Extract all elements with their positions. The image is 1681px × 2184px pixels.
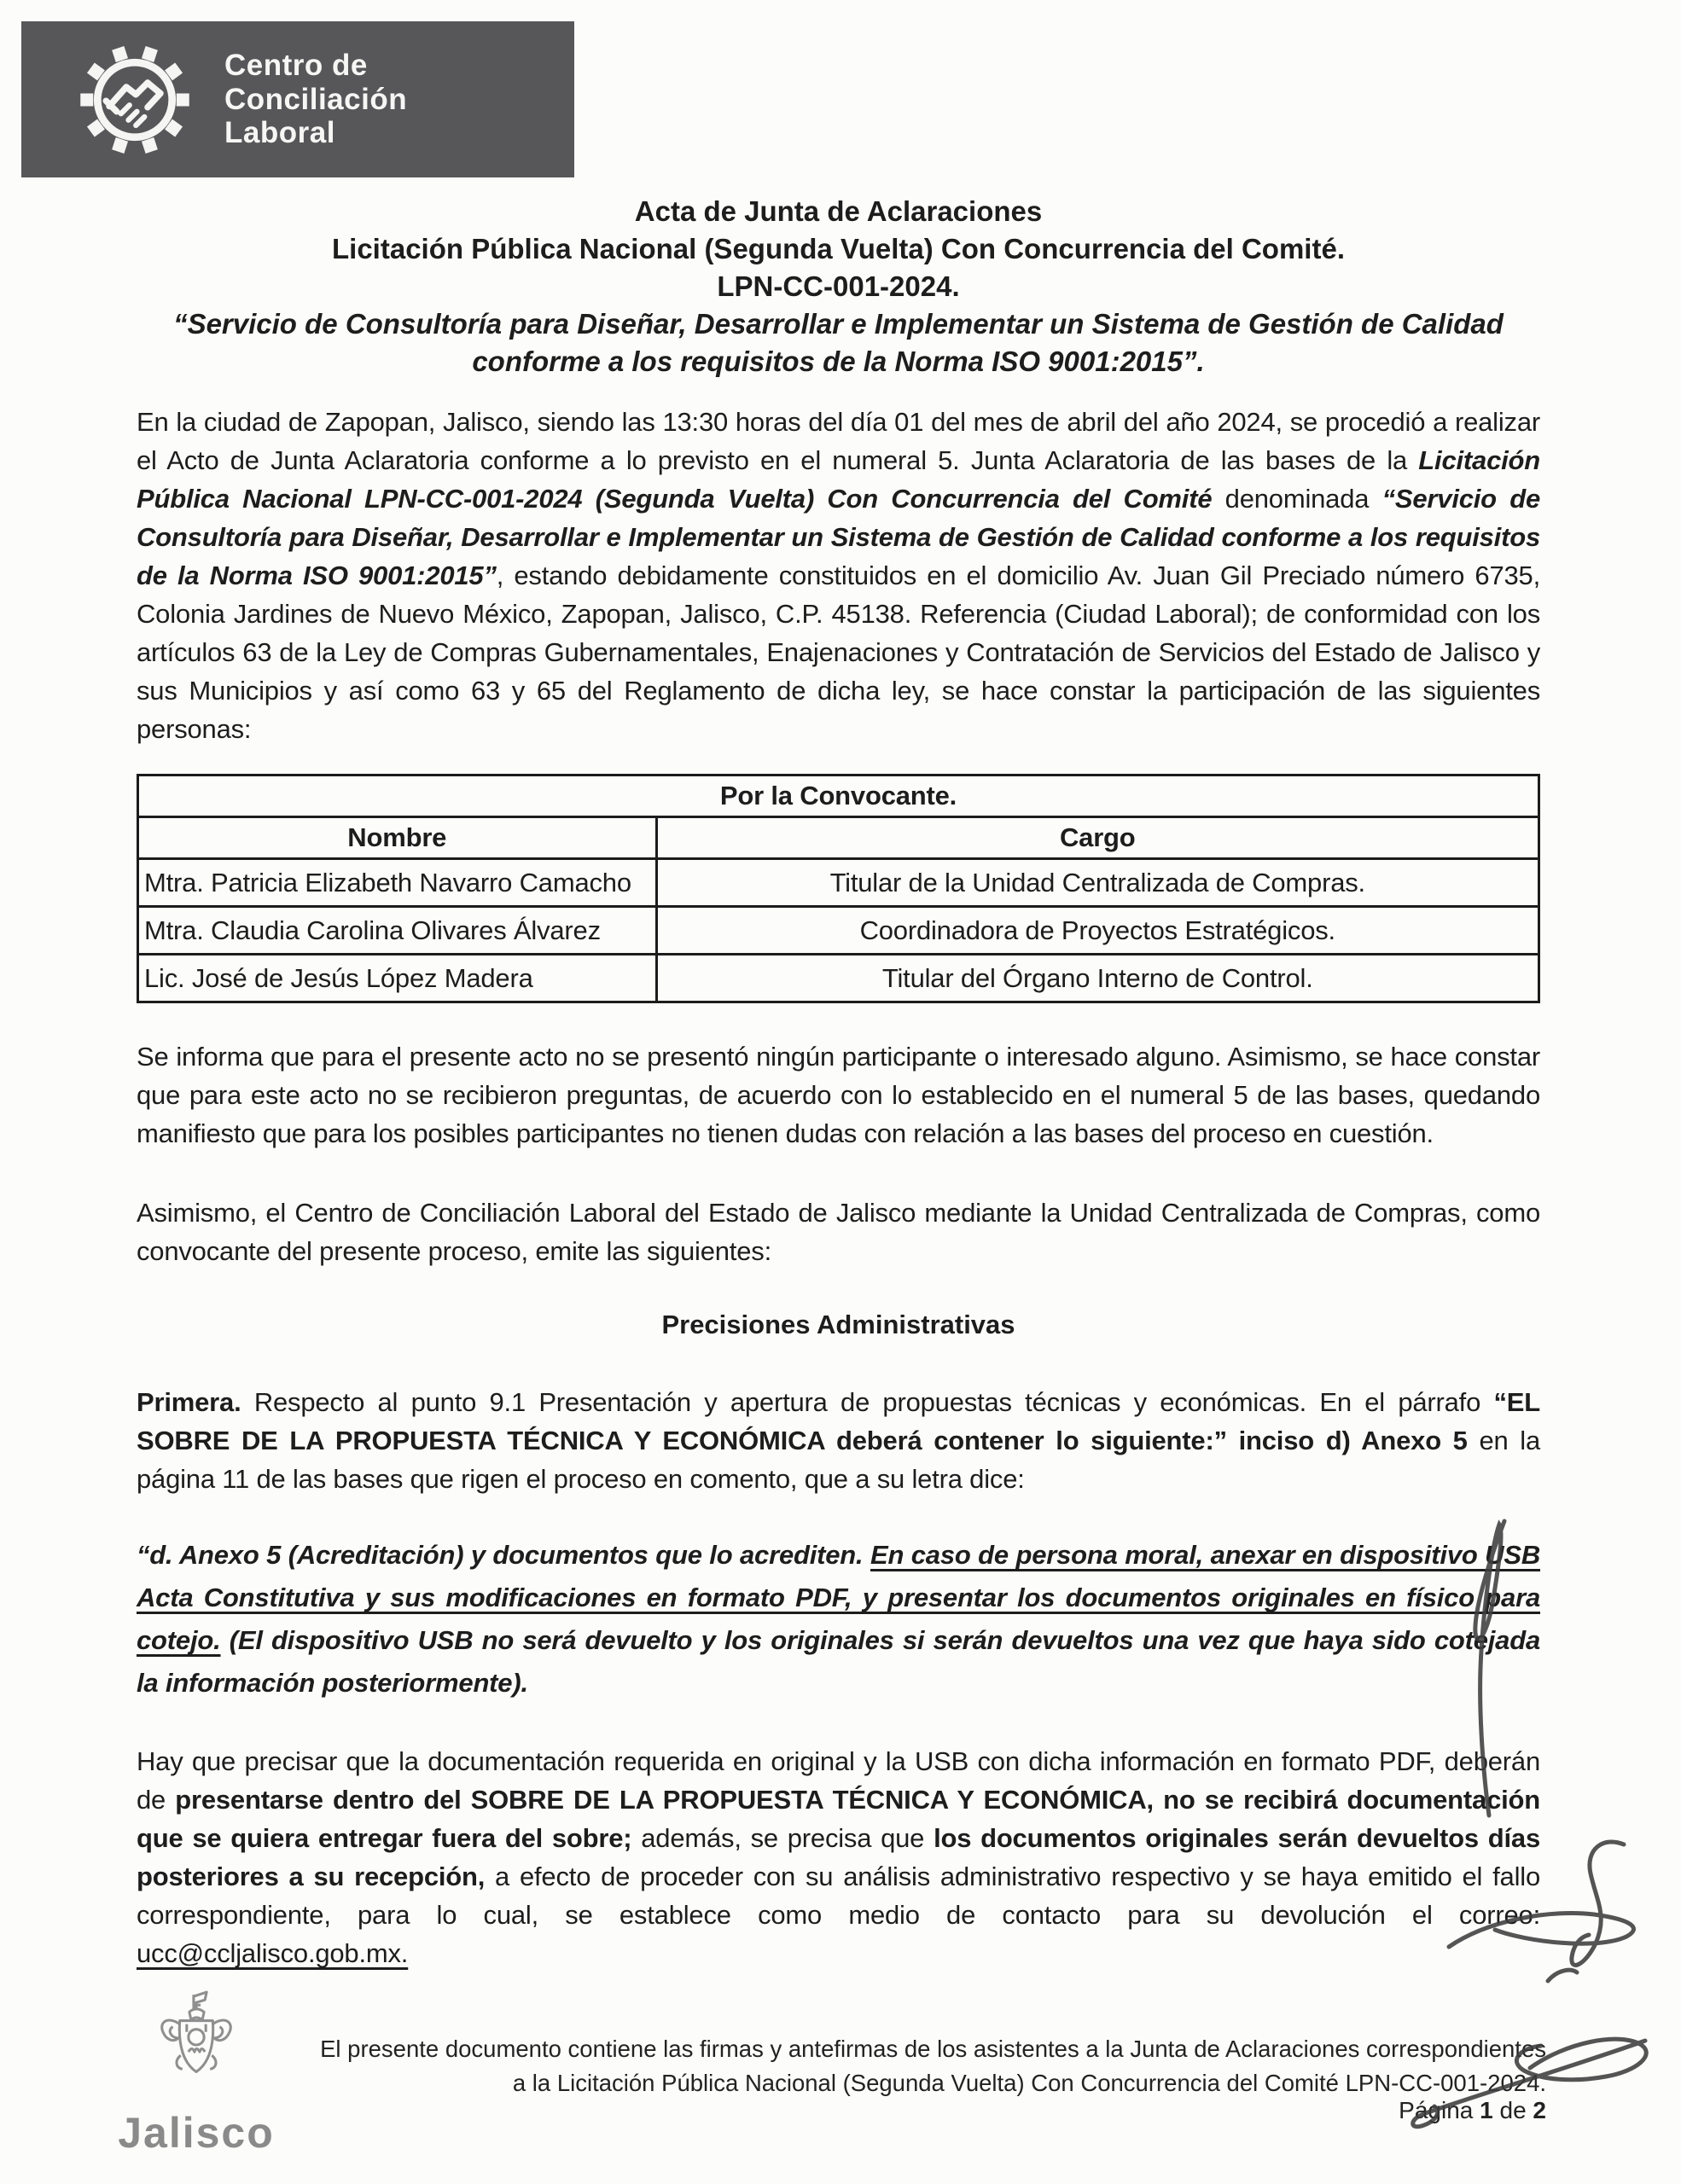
table-row — [138, 907, 1539, 955]
org-name-line: Laboral — [224, 116, 335, 150]
cell-cargo: Titular del Órgano Interno de Control. — [656, 955, 1538, 1002]
signature-rubric-dash — [1548, 1970, 1577, 1981]
cell-nombre: Mtra. Claudia Carolina Olivares Álvarez — [138, 907, 657, 955]
table-caption-row — [138, 775, 1539, 817]
cell-cargo: Titular de la Unidad Centralizada de Compras. — [656, 859, 1538, 907]
footer-note — [266, 2032, 1546, 2100]
cell-nombre: Lic. José de Jesús López Madera — [138, 955, 657, 1002]
title-line-4: “Servicio de Consultoría para Diseñar, Desarrollar e Implementar un Sistema de Gestión de Calidad — [173, 308, 1504, 340]
title-line-5: conforme a los requisitos de la Norma ISO 9001:2015”. — [472, 346, 1205, 377]
title-line-1: Acta de Junta de Aclaraciones — [634, 195, 1043, 227]
paragraph-primera: Primera. Respecto al punto 9.1 Presentación y apertura de propuestas técnicas y económicas. En el párrafo “EL SOBRE DE LA PROPUESTA TÉCNICA Y ECONÓMICA deberá contener lo siguiente:” inciso d) Anexo 5 en la página 11 de las bases que rigen el proceso en comento, que a su letra dice: — [137, 1387, 1541, 1494]
page-number: Página 1 de 2 — [1399, 2097, 1546, 2123]
paragraph-no-participants: Se informa que para el presente acto no se presentó ningún participante o interesado alguno. Asimismo, se hace constar que para este acto no se recibieron preguntas, de acuerdo con lo establecido en el numeral 5 de las bases, quedando manifiesto que para los posibles participantes no tienen dudas con relación a las bases del proceso en cuestión. — [137, 1042, 1540, 1148]
paragraph-precision-detail: Hay que precisar que la documentación requerida en original y la USB con dicha información en formato PDF, deberán de presentarse dentro del SOBRE DE LA PROPUESTA TÉCNICA Y ECONÓMICA, no se recibirá documentación que se quiera entregar fuera del sobre; además, se precisa que los documentos originales serán devueltos días posteriores a su recepción, a efecto de proceder con su análisis administrativo respectivo y se haya emitido el fallo correspondiente, para lo cual, se establece como medio de contacto para su devolución el correo: ucc@ccljalisco.gob.mx. — [137, 1746, 1540, 1968]
jalisco-brand — [102, 1989, 290, 2158]
cell-cargo: Coordinadora de Proyectos Estratégicos. — [656, 907, 1538, 955]
cell-nombre: Mtra. Patricia Elizabeth Navarro Camacho — [138, 859, 657, 907]
section-heading-precisiones: Precisiones Administrativas — [661, 1310, 1015, 1339]
org-name-line: Conciliación — [224, 82, 408, 116]
title-line-2: Licitación Pública Nacional (Segunda Vuelta) Con Concurrencia del Comité. — [332, 233, 1345, 264]
attendees-table — [137, 774, 1540, 1003]
footer-note-line-1: El presente documento contiene las firmas y antefirmas de los asistentes a la Junta de Aclaraciones correspondientes — [320, 2036, 1546, 2062]
title-line-3: LPN-CC-001-2024. — [717, 270, 960, 302]
document-title — [137, 193, 1540, 380]
jalisco-wordmark: Jalisco — [118, 2109, 275, 2157]
paragraph-convocante: Asimismo, el Centro de Conciliación Laboral del Estado de Jalisco mediante la Unidad Centralizada de Compras, como convocante del presente proceso, emite las siguientes: — [137, 1198, 1540, 1266]
table-row — [138, 859, 1539, 907]
table-caption: Por la Convocante. — [138, 775, 1539, 817]
signature-rubric-s-curve — [1572, 1842, 1624, 1965]
paragraph-intro: En la ciudad de Zapopan, Jalisco, siendo las 13:30 horas del día 01 del mes de abril del año 2024, se procedió a realizar el Acto de Junta Aclaratoria conforme a lo previsto en el numeral 5. Junta Aclaratoria de las bases de la Licitación Pública Nacional LPN-CC-001-2024 (Segunda Vuelta) Con Concurrencia del Comité denominada “Servicio de Consultoría para Diseñar, Desarrollar e Implementar un Sistema de Gestión de Calidad conforme a los requisitos de la Norma ISO 9001:2015”, estando debidamente constituidos en el domicilio Av. Juan Gil Preciado número 6735, Colonia Jardines de Nuevo México, Zapopan, Jalisco, C.P. 45138. Referencia (Ciudad Laboral); de conformidad con los artículos 63 de la Ley de Compras Gubernamentales, Enajenaciones y Contratación de Servicios del Estado de Jalisco y sus Municipios y así como 63 y 65 del Reglamento de dicha ley, se hace constar la participación de las siguientes personas: — [137, 407, 1540, 744]
table-row — [138, 955, 1539, 1002]
footer-note-line-2: a la Licitación Pública Nacional (Segunda Vuelta) Con Concurrencia del Comité LPN-CC-001-2024. — [512, 2070, 1546, 2096]
paragraph-anexo5-quote: “d. Anexo 5 (Acreditación) y documentos que lo acrediten. En caso de persona moral, anexar en dispositivo USB Acta Constitutiva y sus modificaciones en formato PDF, y presentar los documentos originales en físico para cotejo. (El dispositivo USB no será devuelto y los originales si serán devueltos una vez que haya sido cotejada la información posteriormente). — [137, 1540, 1541, 1698]
column-header-nombre: Nombre — [138, 817, 657, 859]
org-name-line: Centro de — [224, 49, 368, 83]
jalisco-coat-of-arms-icon — [146, 1989, 247, 2102]
gear-handshake-icon — [71, 36, 199, 164]
document-body — [137, 193, 1540, 1972]
org-name — [224, 49, 407, 150]
org-logo — [21, 21, 574, 177]
table-header-row — [138, 817, 1539, 859]
column-header-cargo: Cargo — [656, 817, 1538, 859]
